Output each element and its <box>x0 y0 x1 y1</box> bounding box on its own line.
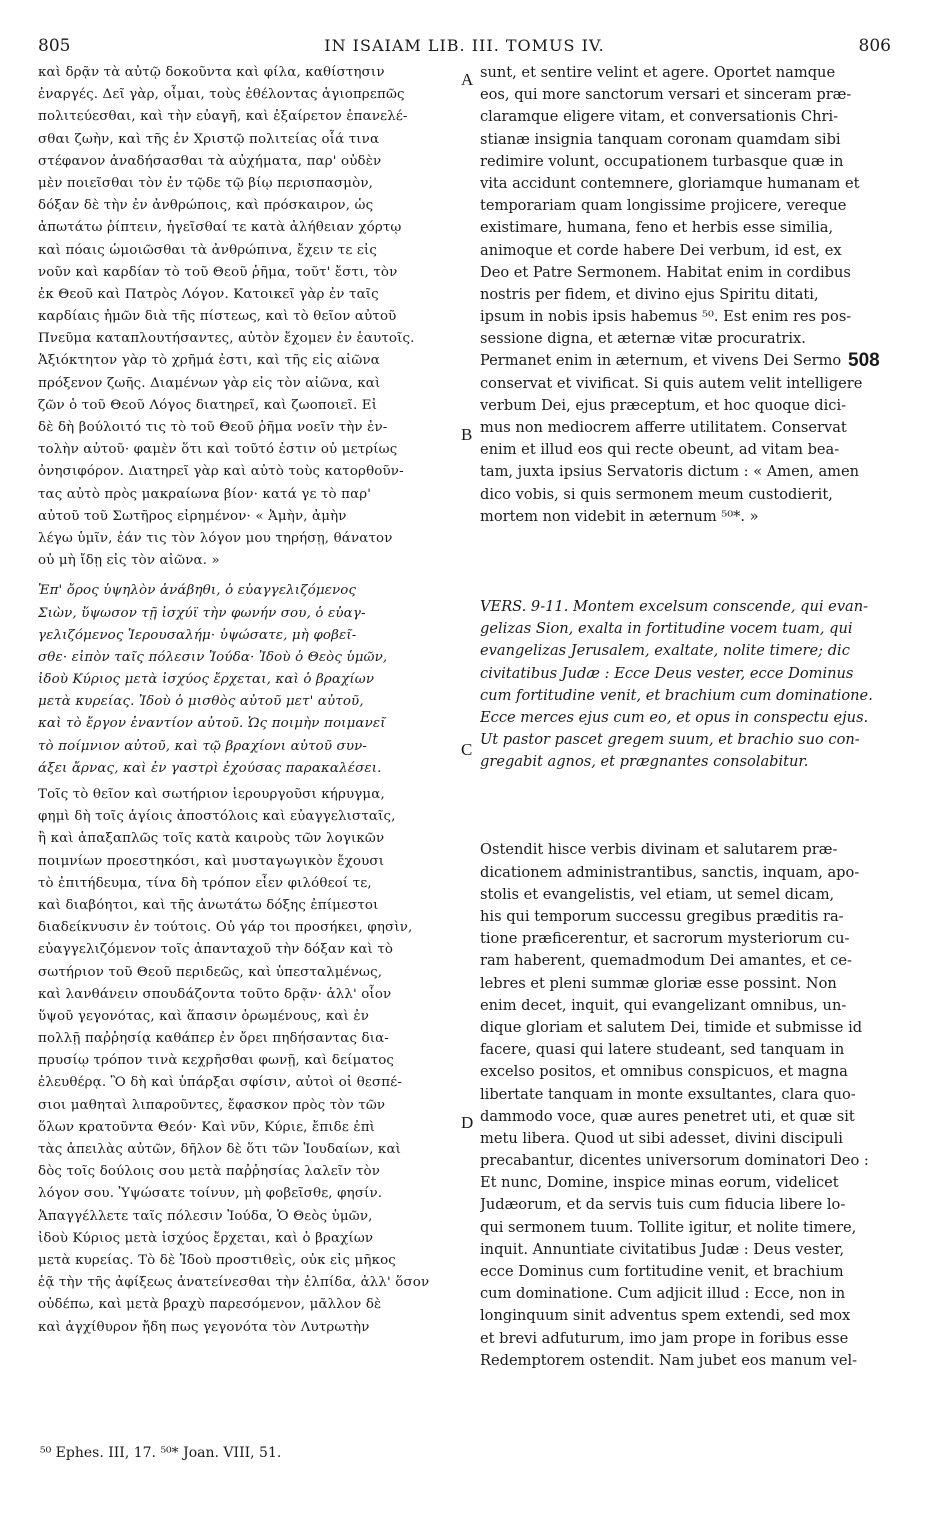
greek-p2-line: πρυσίῳ τρόπον τινὰ κεχρῆσθαι φωνῇ, καὶ δείματος <box>38 1053 395 1069</box>
latin-p2-line: his qui temporum successu gregibus præditis ra- <box>480 908 844 925</box>
greek-p1-line: δὲ δὴ βούλοιτό τις τὸ τοῦ Θεοῦ ῥῆμα νοεῖν τὴν ἐν- <box>38 420 388 435</box>
greek-p1-line: ὀνησιφόρον. Διατηρεῖ γὰρ καὶ αὐτὸ τοὺς κατορθοῦν- <box>38 464 404 480</box>
latin-p2-line: dammodo voce, quæ aures penetret uti, et quæ sit <box>480 1107 855 1125</box>
latin-p1-line: tam, juxta ipsius Servatoris dictum : « Amen, amen <box>480 463 860 481</box>
latin-p1-line: Deo et Patre Sermonem. Habitat enim in cordibus <box>480 263 851 281</box>
greek-p2-line: εὐαγγελιζόμενον τοῖς ἁπανταχοῦ τὴν δόξαν καὶ τὸ <box>38 942 394 958</box>
greek-p1-line: σθαι ζωὴν, καὶ τῆς ἐν Χριστῷ πολιτείας οἷά τινα <box>38 131 380 147</box>
greek-p1-line: οὐ μὴ ἴδῃ εἰς τὸν αἰῶνα. » <box>38 553 220 569</box>
greek-p1-line: μὲν ποιεῖσθαι τὸν ἐν τῷδε τῷ βίῳ περισπασμὸν, <box>38 175 374 191</box>
greek-p1-line: λέγω ὑμῖν, ἐάν τις τὸν λόγον μου τηρήσῃ, θάνατον <box>38 530 393 546</box>
running-header <box>38 36 891 58</box>
greek-p2-line: ἐᾷ τὴν τῆς ἀφίξεως ἀνατείνεσθαι τὴν ἐλπίδα, ἀλλ' ὅσον <box>38 1275 430 1291</box>
latin-p1-line: redimire volunt, occupationem turbasque quæ in <box>480 152 844 170</box>
latin-p1-line: vita accidunt contemnere, gloriamque humanam et <box>480 174 860 192</box>
greek-p2-line: ποιμνίων προεστηκόσι, καὶ μυσταγωγικὸν ἔχουσι <box>38 853 385 869</box>
latin-verse-line: VERS. 9-11. Montem excelsum conscende, qui evan- <box>480 597 869 615</box>
greek-p2-line: πολλῇ παῤῥησίᾳ καθάπερ ἐν ὄρει πηδήσαντας δια- <box>38 1031 389 1047</box>
latin-p1-line: eos, qui more sanctorum versari et sinceram præ- <box>480 86 852 104</box>
latin-p1-line: stianæ insignia tanquam coronam quamdam sibi <box>480 130 841 148</box>
latin-p2-line: lebres et pleni summæ gloriæ esse possint. Non <box>480 974 837 992</box>
greek-p2-line: οὐδέπω, καὶ μετὰ βραχὺ παρεσόμενον, μᾶλλον δὲ <box>38 1297 382 1313</box>
greek-verse-line: καὶ τὸ ἔργον ἐναντίον αὐτοῦ. Ὡς ποιμὴν ποιμανεῖ <box>38 716 386 732</box>
latin-p1-line: dico vobis, si quis sermonem meum custodierit, <box>480 485 833 503</box>
greek-p1-line: δόξαν δὲ τὴν ἐν ἀνθρώποις, καὶ πρόσκαιρον, ὡς <box>38 198 374 214</box>
latin-p1-line: mortem non videbit in æternum ⁵⁰*. » <box>480 507 759 525</box>
greek-p1-line: ἐκ Θεοῦ καὶ Πατρὸς Λόγον. Κατοικεῖ γὰρ ἐν ταῖς <box>38 286 379 302</box>
greek-p1-line: πρόξενον ζωῆς. Διαμένων γὰρ εἰς τὸν αἰῶνα, καὶ <box>38 375 381 391</box>
latin-verse-line: Ut pastor pascet gregem suum, et brachio suo con- <box>480 731 860 749</box>
latin-verse-line: evangelizas Jerusalem, exaltate, nolite timere; dic <box>480 642 850 660</box>
greek-column <box>38 62 458 1339</box>
latin-p1-line: conservat et vivificat. Si quis autem velit intelligere <box>480 374 863 392</box>
latin-p2-line: stolis et evangelistis, vel etiam, ut semel dicam, <box>480 885 835 903</box>
latin-p1-line: sunt, et sentire velint et agere. Oportet namque <box>480 64 836 81</box>
greek-verse-line: ἰδοὺ Κύριος μετὰ ἰσχύος ἔρχεται, καὶ ὁ βραχίων <box>38 672 375 688</box>
greek-verse-line: μετὰ κυρείας. Ἰδοὺ ὁ μισθὸς αὐτοῦ μετ' αὐτοῦ, <box>38 694 364 710</box>
greek-p1-line: καὶ πόαις ὡμοιῶσθαι τὰ ἀνθρώπινα, ἔχειν τε εἰς <box>38 242 377 258</box>
greek-p1-line: ζῶν ὁ τοῦ Θεοῦ Λόγος διατηρεῖ, καὶ ζωοποιεῖ. Εἰ <box>38 397 378 413</box>
greek-p1-line: αὐτοῦ τοῦ Σωτῆρος εἰρημένον· « Ἀμὴν, ἀμὴν <box>38 508 347 524</box>
latin-p2-line: excelso positos, et omnibus conspicuos, et magna <box>480 1063 848 1081</box>
latin-p2-line: libertate tanquam in monte exsultantes, clara quo- <box>480 1085 856 1103</box>
greek-verse-line: άξει ἄρνας, καὶ ἐν γαστρὶ ἐχούσας παρακαλέσει. <box>38 760 382 776</box>
greek-p2-line: ἐλευθέρᾳ. Ὃ δὴ καὶ ὑπάρξαι σφίσιν, αὐτοὶ οἱ θεσπέ- <box>38 1075 403 1091</box>
greek-verse-line: Ἐπ' ὄρος ὑψηλὸν ἀνάβηθι, ὁ εὐαγγελιζόμενος <box>38 583 357 599</box>
latin-p2-line: ecce Dominus cum fortitudine venit, et brachium <box>480 1263 844 1280</box>
greek-p1-line: νοῦν καὶ καρδίαν τὸ τοῦ Θεοῦ ῥῆμα, τοῦτ' ἔστι, τὸν <box>38 264 398 280</box>
left-page-number: 805 <box>38 36 71 56</box>
greek-verse-line: γελιζόμενος Ἱερουσαλήμ· ὑψώσατε, μὴ φοβεῖ- <box>38 627 357 643</box>
latin-p1-line: verbum Dei, ejus præceptum, et hoc quoque dici- <box>480 396 847 414</box>
greek-p2-line: σιοι μαθηταὶ λιπαροῦντες, ἔφασκον πρὸς τὸν τῶν <box>38 1097 386 1113</box>
greek-verse-line: τὸ ποίμνιον αὐτοῦ, καὶ τῷ βραχίονι αὐτοῦ συν- <box>38 738 368 754</box>
greek-p1-line: στέφανον ἀναδήσασθαι τὰ αὐχήματα, παρ' οὐδὲν <box>38 153 382 169</box>
margin-marker-d: D <box>461 1113 474 1132</box>
latin-p2-line: Et nunc, Domine, inspice minas eorum, videlicet <box>480 1174 839 1192</box>
latin-p1-line: claramque eligere vitam, et conversationis Chri- <box>480 108 839 126</box>
latin-p1-line: mus non mediocrem afferre utilitatem. Conservat <box>480 419 847 436</box>
latin-p2-line: Redemptorem ostendit. Nam jubet eos manum vel- <box>480 1351 858 1369</box>
right-page-number: 806 <box>858 36 891 56</box>
margin-marker-b: B <box>461 425 473 444</box>
latin-p2-line: et brevi adfuturum, imo jam prope in foribus esse <box>480 1329 849 1347</box>
latin-p2-line: inquit. Annuntiate civitatibus Judæ : Deus vester, <box>480 1240 845 1258</box>
greek-p1-line: ἀπωτάτω ῥίπτειν, ἡγεῖσθαί τε κατὰ ἀλήθειαν χόρτῳ <box>38 220 402 236</box>
latin-column <box>480 62 893 1372</box>
latin-p2-line: tione præficerentur, et sacrorum mysteriorum cu- <box>480 930 850 948</box>
greek-p2-line: διαδείκνυσιν ἐν τούτοις. Οὐ γάρ τοι προσήκει, φησὶν, <box>38 920 413 936</box>
greek-p1-line: καρδίαις ἡμῶν διὰ τῆς πίστεως, καὶ τὸ θεῖον αὐτοῦ <box>38 309 397 325</box>
margin-marker-c: C <box>461 740 473 759</box>
latin-p2-line: dicationem administrantibus, sanctis, inquam, apo- <box>480 863 860 881</box>
latin-verse-line: gelizas Sion, exalta in fortitudine vocem tuam, qui <box>480 620 853 638</box>
latin-p1-line: temporariam quam longissime projicere, vereque <box>480 197 847 215</box>
greek-p2-line: Ἀπαγγέλλετε ταῖς πόλεσιν Ἰούδα, Ὁ Θεὸς ὑμῶν, <box>38 1208 373 1224</box>
greek-p2-line: λόγον σου. Ὑψώσατε τοίνυν, μὴ φοβεῖσθε, φησίν. <box>38 1186 383 1202</box>
footnotes: ⁵⁰ Ephes. III, 17. ⁵⁰* Joan. VIII, 51. <box>40 1445 282 1461</box>
greek-p2-line: ἰδοὺ Κύριος μετὰ ἰσχύος ἔρχεται, καὶ ὁ βραχίων <box>38 1230 374 1246</box>
greek-p2-line: ἢ καὶ ἁπαξαπλῶς τοῖς κατὰ καιροὺς τῶν λογικῶν <box>38 831 385 847</box>
greek-p1-line: Πνεῦμα καταπλουτήσαντες, αὐτὸν ἔχομεν ἐν ἑαυτοῖς. <box>38 331 415 347</box>
greek-p1-line: τολὴν αὐτοῦ· φαμὲν ὅτι καὶ τοῦτό ἐστιν οὐ μετρίως <box>38 442 398 458</box>
latin-p1-line: sessione digna, et æternæ vitæ procuratrix. <box>480 330 806 348</box>
latin-p2-line: enim decet, inquit, qui evangelizant omnibus, un- <box>480 996 847 1014</box>
greek-p2-line: καὶ ἀγχίθυρον ἤδη πως γεγονότα τὸν Λυτρωτὴν <box>38 1319 370 1335</box>
edition-page-number: 508 <box>848 350 880 371</box>
running-title: IN ISAIAM LIB. III. TOMUS IV. <box>324 36 605 55</box>
latin-p1-line: Permanet enim in æternum, et vivens Dei Sermo <box>480 352 842 370</box>
greek-p1-line: πολιτεύεσθαι, καὶ τὴν εὐαγῆ, καὶ ἐξαίρετον ἐπανελέ- <box>38 109 408 125</box>
greek-p2-line: φημὶ δὴ τοῖς ἁγίοις ἀποστόλοις καὶ εὐαγγελισταῖς, <box>38 809 396 825</box>
latin-verse-line: gregabit agnos, et prægnantes consolabitur. <box>480 753 809 771</box>
greek-verse-line: σθε· εἰπὸν ταῖς πόλεσιν Ἰούδα· Ἰδοὺ ὁ Θεὸς ὑμῶν, <box>38 649 388 665</box>
margin-marker-a: A <box>461 70 474 89</box>
latin-verse-line: Ecce merces ejus cum eo, et opus in conspectu ejus. <box>480 708 869 726</box>
latin-p2-line: Judæorum, et da servis tuis cum fiducia libere lo- <box>480 1196 846 1214</box>
latin-p2-line: Ostendit hisce verbis divinam et salutarem præ- <box>480 841 838 859</box>
latin-verse-line: cum fortitudine venit, et brachium cum dominatione. <box>480 686 873 704</box>
latin-p1-line: animoque et corde habere Dei verbum, id est, ex <box>480 241 842 259</box>
latin-p1-line: ipsum in nobis ipsis habemus ⁵⁰. Est enim res pos- <box>480 308 852 326</box>
greek-p2-line: δὸς τοῖς δούλοις σου μετὰ παῤῥησίας λαλεῖν τὸν <box>38 1164 381 1180</box>
greek-p2-line: τὸ ἐπιτήδευμα, τίνα δὴ τρόπον εἶεν φιλόθεοί τε, <box>38 875 372 891</box>
latin-p2-line: precabantur, dicentes universorum dominatori Deo : <box>480 1152 869 1170</box>
latin-p2-line: ram haberent, quemadmodum Dei amantes, et ce- <box>480 952 852 970</box>
latin-p2-line: facere, quasi qui latere studeant, sed tanquam in <box>480 1041 845 1059</box>
latin-verse-line: civitatibus Judæ : Ecce Deus vester, ecce Dominus <box>480 664 854 682</box>
greek-p2-line: καὶ λανθάνειν σπουδάζοντα τοῦτο δρᾷν· ἀλλ' οἷον <box>38 986 392 1002</box>
greek-p2-line: καὶ διαβόητοι, καὶ τῆς ἀνωτάτω δόξης ἐπίμεστοι <box>38 897 379 913</box>
greek-p2-line: ὕψοῦ γεγονότας, καὶ ἅπασιν ὁρωμένους, καὶ ἐν <box>38 1008 370 1024</box>
greek-p1-line: καὶ δρᾷν τὰ αὐτῷ δοκοῦντα καὶ φίλα, καθίστησιν <box>38 65 385 80</box>
greek-p2-line: Τοῖς τὸ θεῖον καὶ σωτήριον ἱερουργοῦσι κήρυγμα, <box>38 787 385 802</box>
greek-verse-line: Σιὼν, ὕψωσον τῇ ἰσχύϊ τὴν φωνήν σου, ὁ εὐαγ- <box>38 605 366 621</box>
greek-p2-line: σωτήριον τοῦ Θεοῦ περιδεῶς, καὶ ὑπεσταλμένως, <box>38 964 383 980</box>
greek-p2-line: μετὰ κυρείας. Τὸ δὲ Ἰδοὺ προστιθεὶς, οὐκ εἰς μῆκος <box>38 1252 396 1268</box>
latin-p2-line: qui sermonem tuum. Tollite igitur, et nolite timere, <box>480 1218 857 1236</box>
greek-p2-line: ὅλων κρατοῦντα Θεόν· Καὶ νῦν, Κύριε, ἔπιδε ἐπὶ <box>38 1119 376 1135</box>
latin-p2-line: dique gloriam et salutem Dei, timide et submisse id <box>480 1018 863 1036</box>
greek-p1-line: τας αὐτὸ πρὸς μακραίωνα βίον· κατά γε τὸ παρ' <box>38 486 372 502</box>
latin-p1-line: nostris per fidem, et divino ejus Spiritu ditati, <box>480 285 819 303</box>
latin-p1-line: enim et illud eos qui recte obeunt, ad vitam bea- <box>480 441 840 459</box>
latin-p2-line: cum dominatione. Cum adjicit illud : Ecce, non in <box>480 1285 846 1303</box>
latin-p2-line: longinquum sinit adventus spem extendi, sed mox <box>480 1307 851 1325</box>
greek-p1-line: Ἀξιόκτητον γὰρ τὸ χρῆμά ἐστι, καὶ τῆς εἰς αἰῶνα <box>38 353 380 369</box>
latin-p2-line: metu libera. Quod ut sibi adesset, divini discipuli <box>480 1129 843 1147</box>
greek-p2-line: τὰς ἀπειλὰς αὐτῶν, δῆλον δὲ ὅτι τῶν Ἰουδαίων, καὶ <box>38 1142 402 1157</box>
latin-p1-line: existimare, humana, feno et herbis esse similia, <box>480 219 834 237</box>
greek-p1-line: ἐναργές. Δεῖ γὰρ, οἶμαι, τοὺς ἐθέλοντας ἁγιοπρεπῶς <box>38 87 405 103</box>
